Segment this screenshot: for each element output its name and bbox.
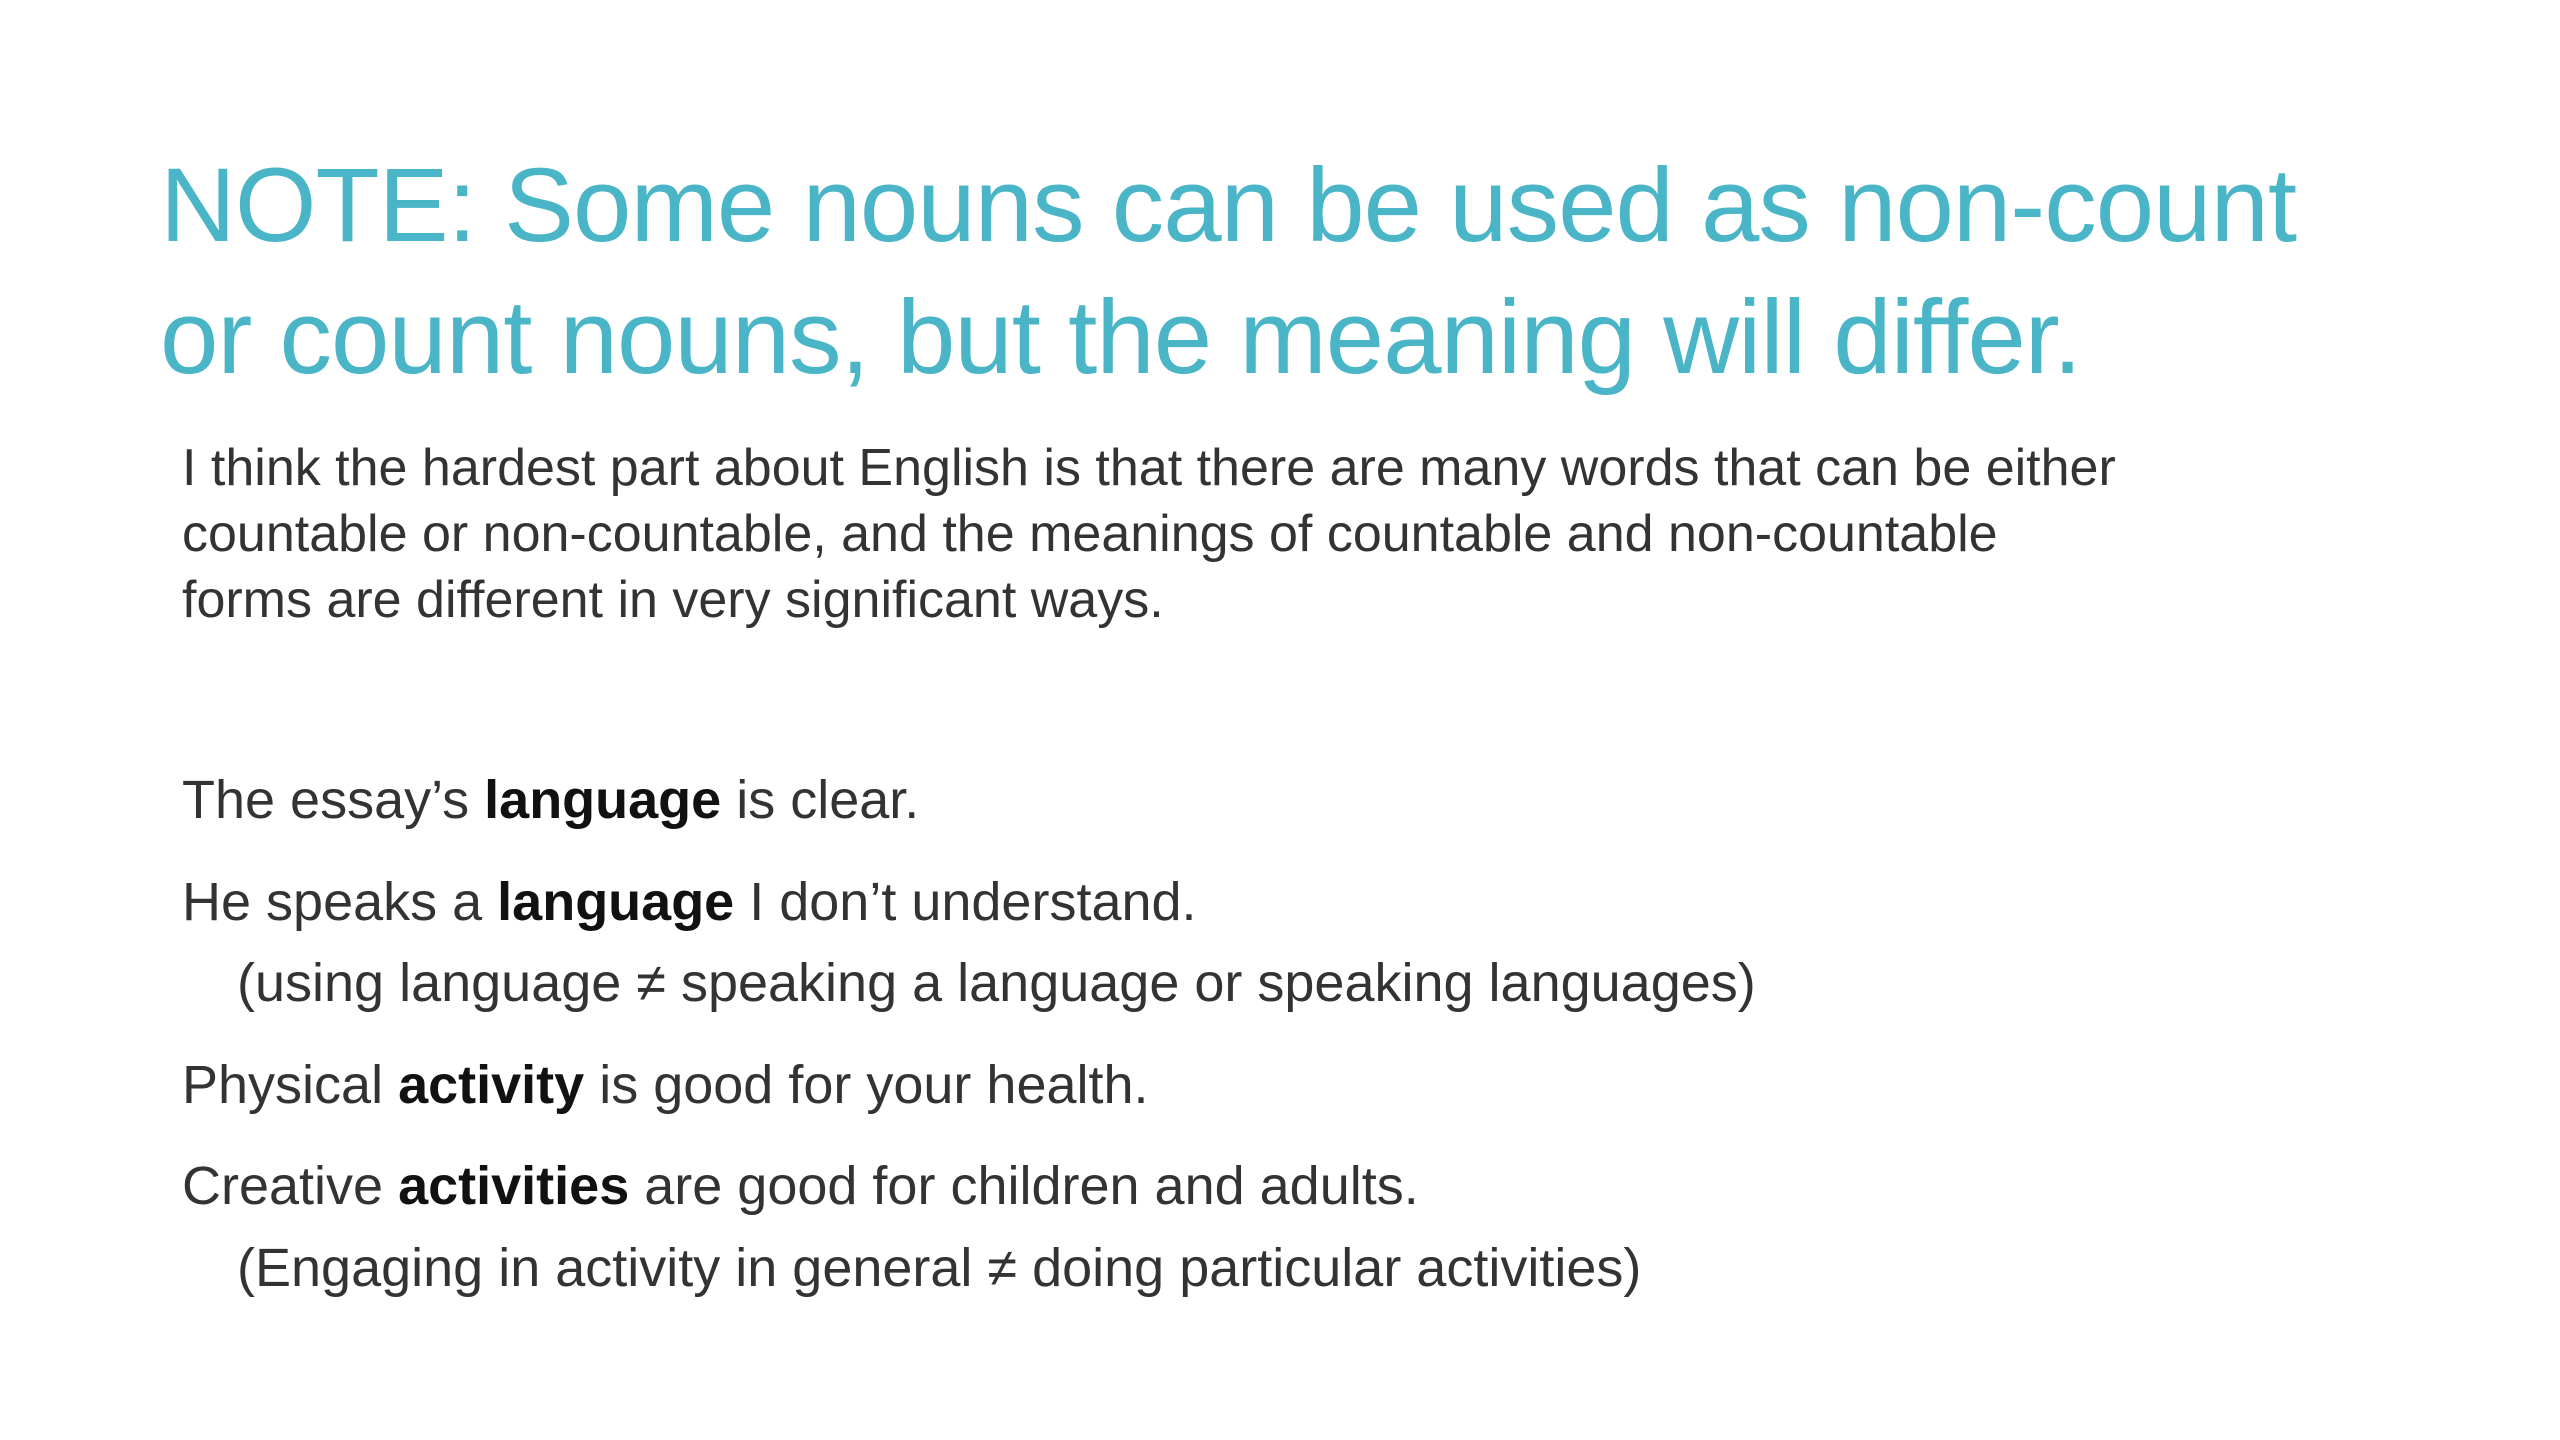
example-text: The essay’s [182,770,485,830]
intro-line-3: forms are different in very significant ways. [182,571,1164,629]
example-text: is clear. [721,770,920,830]
example-text: Creative [182,1156,399,1216]
example-keyword: language [497,872,735,932]
example-sentence-2 [182,867,1197,937]
example-sentence-3 [182,1050,1149,1120]
title-line-1: NOTE: Some nouns can be used as non-count [160,147,2297,264]
example-note-1 [237,948,1756,1018]
note-text: (Engaging in activity in general ≠ doing particular activities) [237,1238,1642,1298]
example-keyword: activities [398,1156,630,1216]
example-sentence-1 [182,765,919,835]
example-text: are good for children and adults. [629,1156,1419,1216]
intro-paragraph [182,435,2482,633]
intro-line-1: I think the hardest part about English is that there are many words that can be either [182,439,2116,497]
example-keyword: activity [398,1055,585,1115]
example-keyword: language [484,770,722,830]
title-line-2: or count nouns, but the meaning will differ. [160,279,2082,396]
intro-line-2: countable or non-countable, and the meanings of countable and non-countable [182,505,1998,563]
example-text: Physical [182,1055,399,1115]
example-sentence-4 [182,1151,1419,1221]
example-text: I don’t understand. [734,872,1197,932]
example-text: is good for your health. [584,1055,1149,1115]
slide-title [160,140,2460,404]
example-text: He speaks a [182,872,498,932]
note-text: (using language ≠ speaking a language or speaking languages) [237,953,1756,1013]
example-note-2 [237,1233,1641,1303]
